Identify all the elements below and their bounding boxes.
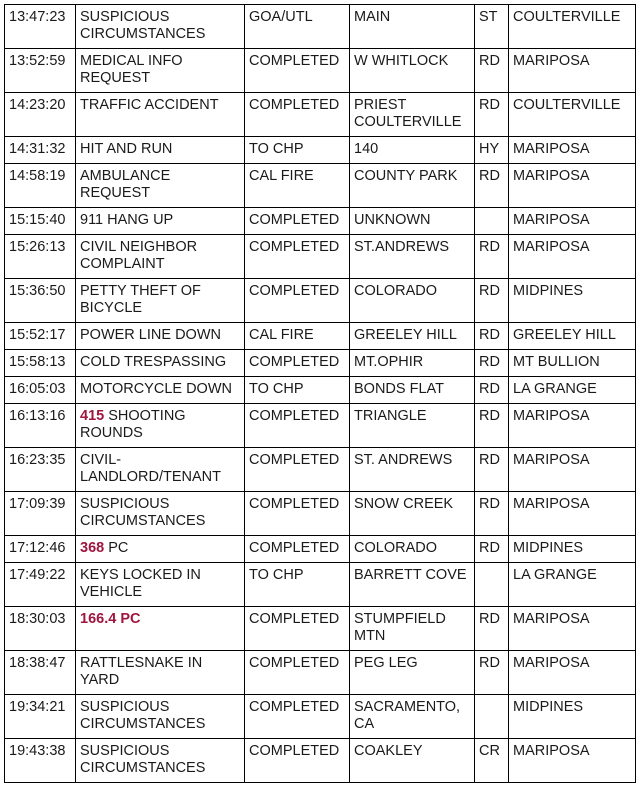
incident-type xyxy=(76,350,245,377)
street-suffix: RD xyxy=(475,404,509,448)
incident-time: 14:23:20 xyxy=(5,93,76,137)
incident-disposition: COMPLETED xyxy=(245,492,350,536)
incident-location: COLORADO xyxy=(350,279,475,323)
incident-disposition: COMPLETED xyxy=(245,350,350,377)
incident-time: 15:26:13 xyxy=(5,235,76,279)
incident-type-text: SUSPICIOUS CIRCUMSTANCES xyxy=(80,699,206,732)
incident-city: MARIPOSA xyxy=(509,49,636,93)
incident-location: PRIEST COULTERVILLE xyxy=(350,93,475,137)
incident-disposition: TO CHP xyxy=(245,563,350,607)
incident-location: MAIN xyxy=(350,5,475,49)
incident-city: COULTERVILLE xyxy=(509,93,636,137)
incident-disposition: COMPLETED xyxy=(245,536,350,563)
street-suffix: RD xyxy=(475,93,509,137)
incident-city: MIDPINES xyxy=(509,279,636,323)
incident-time: 14:31:32 xyxy=(5,137,76,164)
incident-type-text: MEDICAL INFO REQUEST xyxy=(80,53,183,86)
incident-disposition: COMPLETED xyxy=(245,607,350,651)
incident-city: MARIPOSA xyxy=(509,404,636,448)
incident-type-text: MOTORCYCLE DOWN xyxy=(80,381,232,397)
incident-type xyxy=(76,377,245,404)
incident-disposition: COMPLETED xyxy=(245,448,350,492)
table-row xyxy=(5,404,636,448)
incident-city: COULTERVILLE xyxy=(509,5,636,49)
incident-type xyxy=(76,739,245,783)
street-suffix: RD xyxy=(475,607,509,651)
incident-disposition: CAL FIRE xyxy=(245,323,350,350)
table-row xyxy=(5,695,636,739)
incident-location: TRIANGLE xyxy=(350,404,475,448)
table-row xyxy=(5,164,636,208)
incident-city: MT BULLION xyxy=(509,350,636,377)
incident-location: COUNTY PARK xyxy=(350,164,475,208)
incident-type-text: CIVIL NEIGHBOR COMPLAINT xyxy=(80,239,198,272)
incident-disposition: COMPLETED xyxy=(245,49,350,93)
incident-location: UNKNOWN xyxy=(350,208,475,235)
incident-city: MIDPINES xyxy=(509,695,636,739)
incident-type xyxy=(76,235,245,279)
incident-type xyxy=(76,651,245,695)
table-row xyxy=(5,93,636,137)
street-suffix: ST xyxy=(475,5,509,49)
incident-type-text: 911 HANG UP xyxy=(80,212,174,228)
incident-disposition: GOA/UTL xyxy=(245,5,350,49)
incident-time: 15:36:50 xyxy=(5,279,76,323)
incident-location: COAKLEY xyxy=(350,739,475,783)
incident-type-text: AMBULANCE REQUEST xyxy=(80,168,171,201)
street-suffix: RD xyxy=(475,235,509,279)
incident-city: MIDPINES xyxy=(509,536,636,563)
penal-code: 166.4 PC xyxy=(80,611,141,627)
incident-location: MT.OPHIR xyxy=(350,350,475,377)
incident-disposition: TO CHP xyxy=(245,377,350,404)
incident-log xyxy=(4,4,636,783)
incident-type-text: HIT AND RUN xyxy=(80,141,173,157)
incident-location: BARRETT COVE xyxy=(350,563,475,607)
incident-type-text: SUSPICIOUS CIRCUMSTANCES xyxy=(80,496,206,529)
incident-time: 18:38:47 xyxy=(5,651,76,695)
incident-location: SACRAMENTO, CA xyxy=(350,695,475,739)
incident-type xyxy=(76,279,245,323)
table-row xyxy=(5,492,636,536)
incident-city: MARIPOSA xyxy=(509,492,636,536)
table-row xyxy=(5,235,636,279)
table-row xyxy=(5,323,636,350)
table-row xyxy=(5,651,636,695)
incident-rows xyxy=(5,5,636,783)
incident-type xyxy=(76,5,245,49)
incident-city: MARIPOSA xyxy=(509,164,636,208)
incident-type xyxy=(76,607,245,651)
incident-city: MARIPOSA xyxy=(509,208,636,235)
table-row xyxy=(5,5,636,49)
incident-city: MARIPOSA xyxy=(509,137,636,164)
street-suffix: RD xyxy=(475,279,509,323)
table-row xyxy=(5,377,636,404)
incident-type xyxy=(76,563,245,607)
incident-location: GREELEY HILL xyxy=(350,323,475,350)
incident-type xyxy=(76,536,245,563)
table-row xyxy=(5,448,636,492)
incident-location: 140 xyxy=(350,137,475,164)
incident-time: 17:12:46 xyxy=(5,536,76,563)
street-suffix: RD xyxy=(475,448,509,492)
incident-city: LA GRANGE xyxy=(509,377,636,404)
incident-disposition: CAL FIRE xyxy=(245,164,350,208)
street-suffix: RD xyxy=(475,492,509,536)
table-row xyxy=(5,739,636,783)
incident-type xyxy=(76,49,245,93)
incident-time: 14:58:19 xyxy=(5,164,76,208)
table-row xyxy=(5,607,636,651)
incident-type xyxy=(76,323,245,350)
incident-location: STUMPFIELD MTN xyxy=(350,607,475,651)
incident-location: PEG LEG xyxy=(350,651,475,695)
incident-type xyxy=(76,695,245,739)
incident-disposition: COMPLETED xyxy=(245,695,350,739)
street-suffix: RD xyxy=(475,323,509,350)
incident-location: ST.ANDREWS xyxy=(350,235,475,279)
street-suffix: RD xyxy=(475,536,509,563)
incident-time: 19:34:21 xyxy=(5,695,76,739)
street-suffix xyxy=(475,695,509,739)
incident-type-text: PC xyxy=(104,540,129,556)
incident-type xyxy=(76,404,245,448)
street-suffix xyxy=(475,563,509,607)
incident-type-text: TRAFFIC ACCIDENT xyxy=(80,97,219,113)
incident-time: 15:15:40 xyxy=(5,208,76,235)
table-row xyxy=(5,137,636,164)
street-suffix: RD xyxy=(475,651,509,695)
street-suffix: CR xyxy=(475,739,509,783)
incident-city: GREELEY HILL xyxy=(509,323,636,350)
table-row xyxy=(5,563,636,607)
incident-type-text: PETTY THEFT OF BICYCLE xyxy=(80,283,201,316)
incident-time: 16:05:03 xyxy=(5,377,76,404)
incident-type xyxy=(76,448,245,492)
penal-code: 415 xyxy=(80,408,105,424)
incident-type xyxy=(76,137,245,164)
incident-location: COLORADO xyxy=(350,536,475,563)
incident-time: 17:49:22 xyxy=(5,563,76,607)
incident-type-text: SHOOTING ROUNDS xyxy=(80,408,186,441)
incident-disposition: TO CHP xyxy=(245,137,350,164)
incident-type-text: SUSPICIOUS CIRCUMSTANCES xyxy=(80,743,206,776)
incident-type-text: SUSPICIOUS CIRCUMSTANCES xyxy=(80,9,206,42)
incident-time: 15:58:13 xyxy=(5,350,76,377)
incident-type-text: CIVIL-LANDLORD/TENANT xyxy=(80,452,221,485)
street-suffix: RD xyxy=(475,164,509,208)
incident-type-text: COLD TRESPASSING xyxy=(80,354,227,370)
incident-time: 16:23:35 xyxy=(5,448,76,492)
incident-city: MARIPOSA xyxy=(509,607,636,651)
incident-city: LA GRANGE xyxy=(509,563,636,607)
incident-time: 19:43:38 xyxy=(5,739,76,783)
penal-code: 368 xyxy=(80,540,105,556)
incident-type xyxy=(76,164,245,208)
incident-city: MARIPOSA xyxy=(509,448,636,492)
incident-disposition: COMPLETED xyxy=(245,93,350,137)
incident-location: BONDS FLAT xyxy=(350,377,475,404)
incident-location: SNOW CREEK xyxy=(350,492,475,536)
incident-type xyxy=(76,93,245,137)
incident-type-text: RATTLESNAKE IN YARD xyxy=(80,655,203,688)
table-row xyxy=(5,279,636,323)
incident-city: MARIPOSA xyxy=(509,651,636,695)
incident-disposition: COMPLETED xyxy=(245,739,350,783)
incident-disposition: COMPLETED xyxy=(245,208,350,235)
incident-city: MARIPOSA xyxy=(509,739,636,783)
incident-type-text: POWER LINE DOWN xyxy=(80,327,221,343)
incident-location: ST. ANDREWS xyxy=(350,448,475,492)
incident-type xyxy=(76,492,245,536)
incident-time: 15:52:17 xyxy=(5,323,76,350)
street-suffix: RD xyxy=(475,377,509,404)
street-suffix: RD xyxy=(475,350,509,377)
table-row xyxy=(5,49,636,93)
street-suffix: RD xyxy=(475,49,509,93)
incident-city: MARIPOSA xyxy=(509,235,636,279)
incident-time: 16:13:16 xyxy=(5,404,76,448)
table-row xyxy=(5,536,636,563)
table-row xyxy=(5,350,636,377)
incident-location: W WHITLOCK xyxy=(350,49,475,93)
table-row xyxy=(5,208,636,235)
incident-disposition: COMPLETED xyxy=(245,651,350,695)
incident-time: 13:47:23 xyxy=(5,5,76,49)
incident-time: 18:30:03 xyxy=(5,607,76,651)
incident-disposition: COMPLETED xyxy=(245,404,350,448)
incident-table xyxy=(4,4,636,783)
incident-time: 13:52:59 xyxy=(5,49,76,93)
incident-disposition: COMPLETED xyxy=(245,279,350,323)
incident-type xyxy=(76,208,245,235)
incident-disposition: COMPLETED xyxy=(245,235,350,279)
incident-time: 17:09:39 xyxy=(5,492,76,536)
incident-type-text: KEYS LOCKED IN VEHICLE xyxy=(80,567,201,600)
street-suffix: HY xyxy=(475,137,509,164)
street-suffix xyxy=(475,208,509,235)
